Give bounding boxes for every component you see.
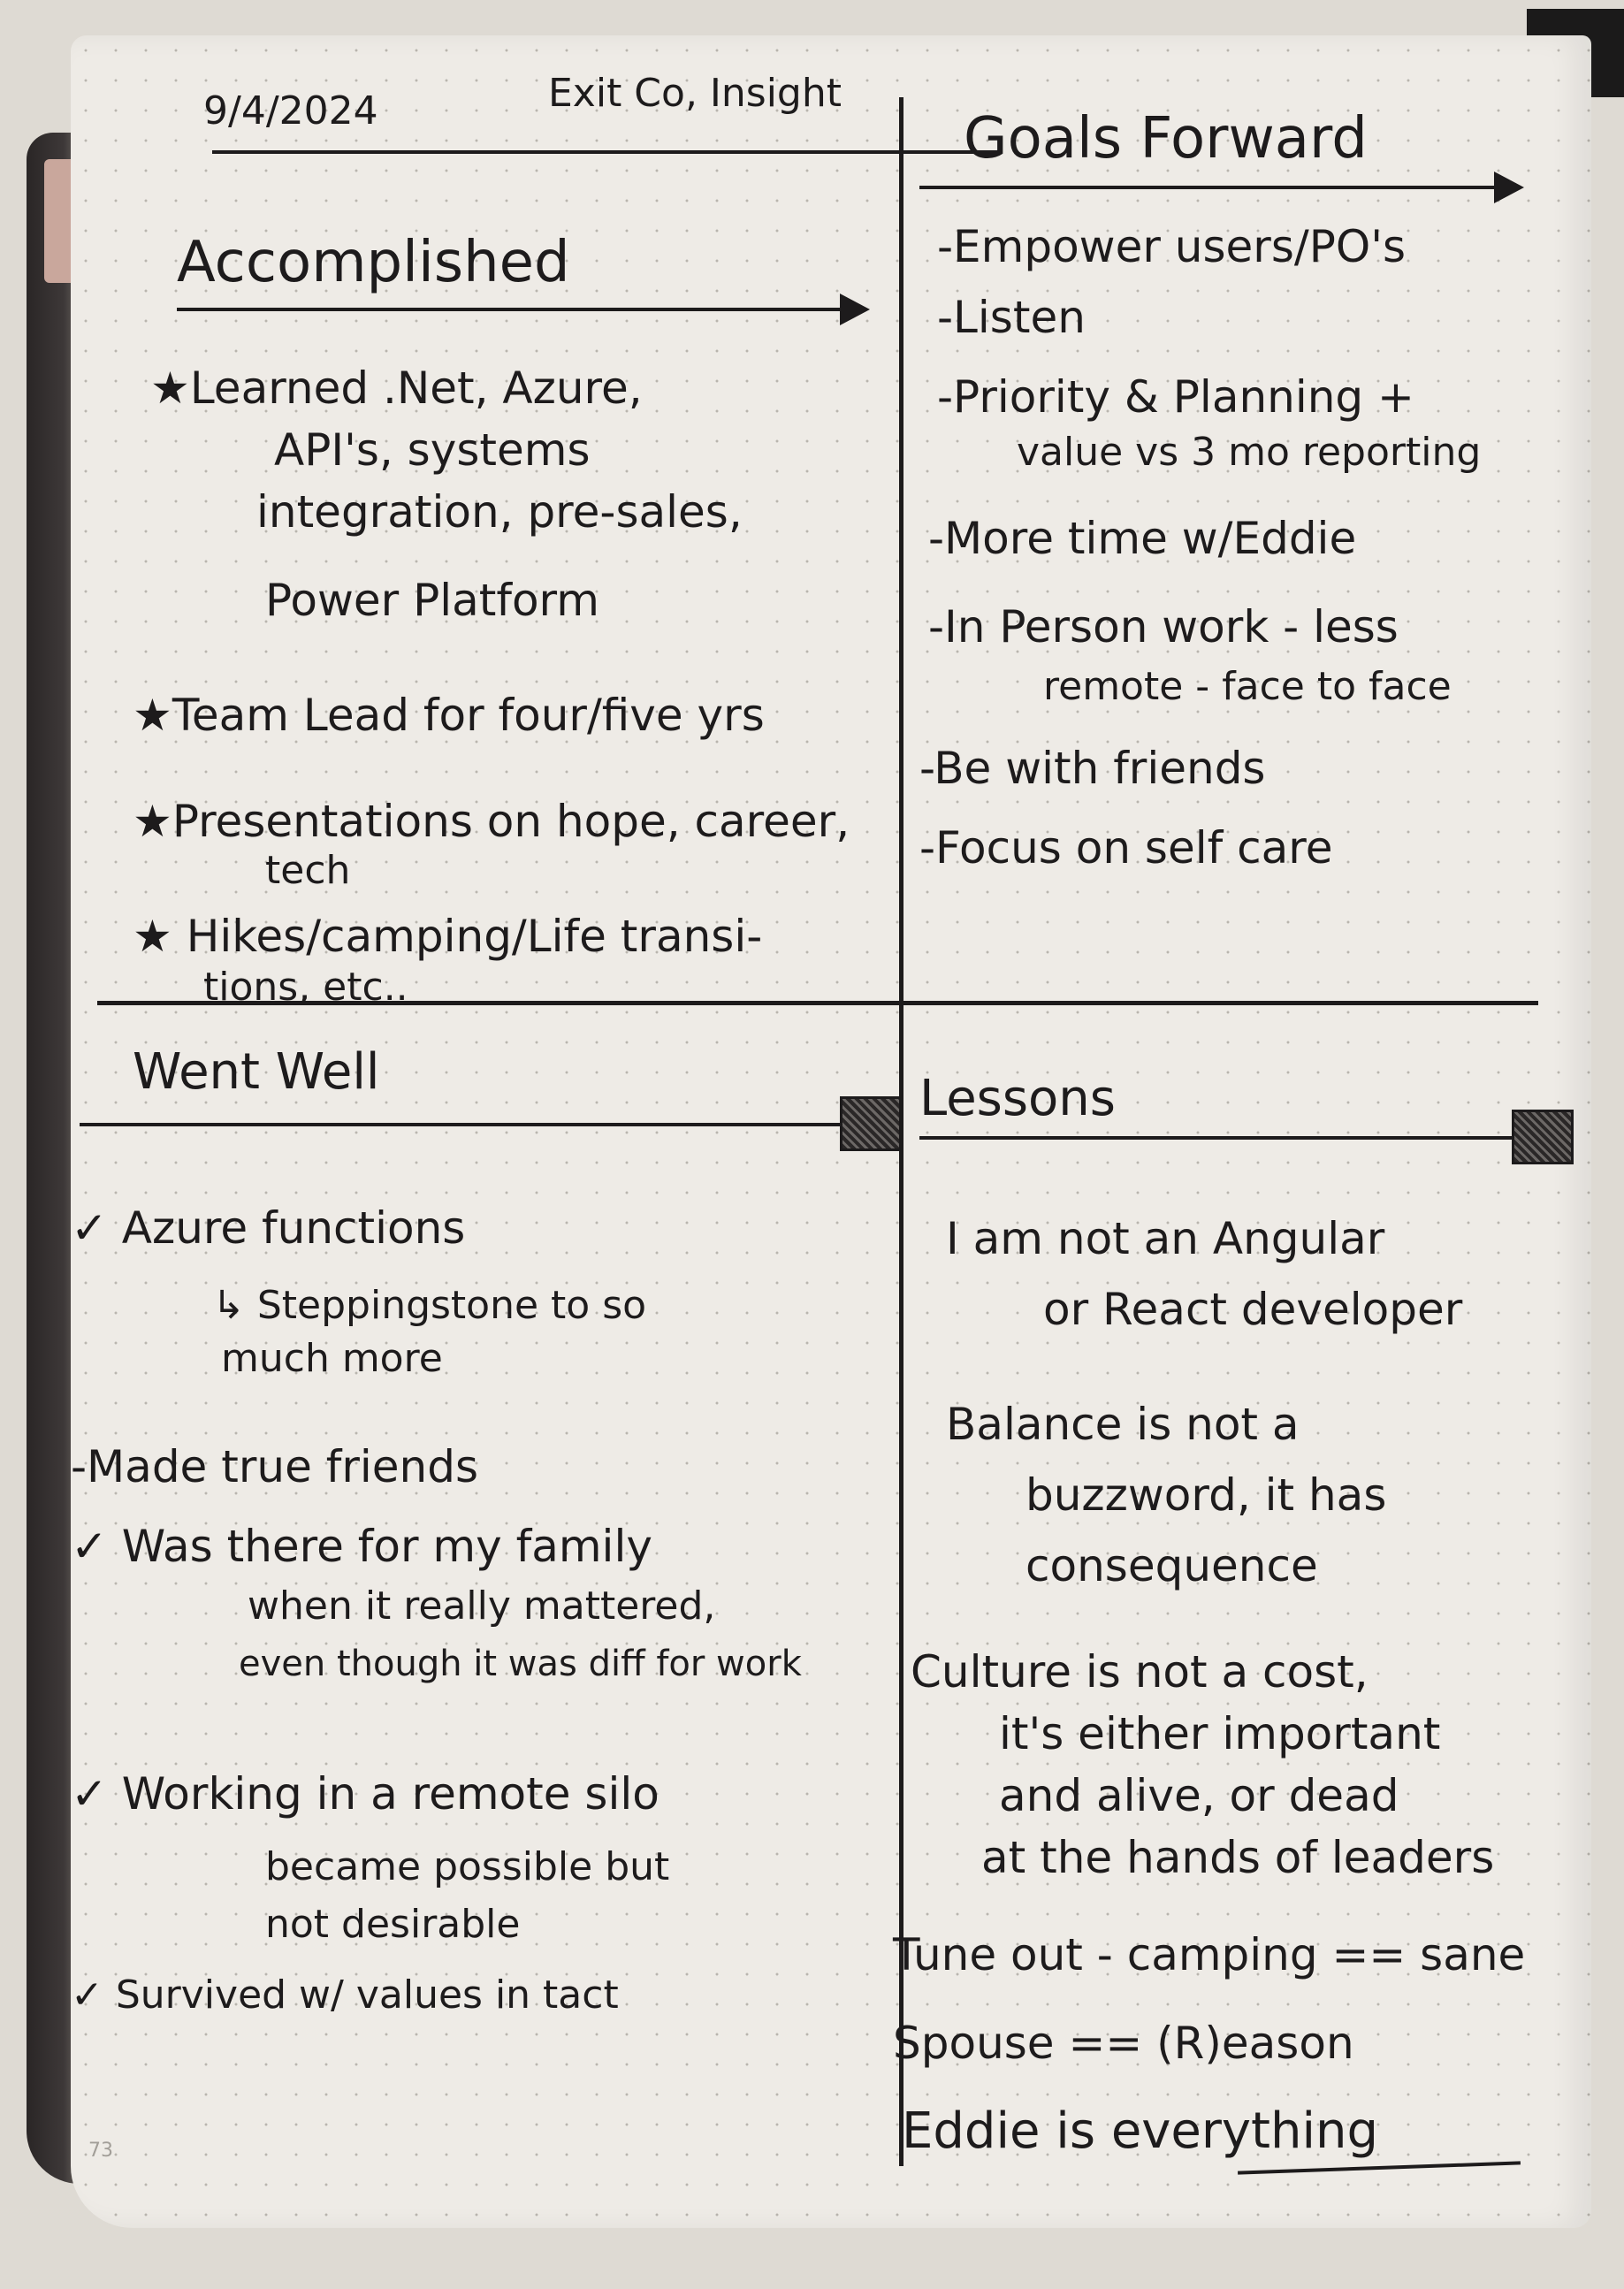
went-well-underline	[80, 1123, 875, 1126]
lessons-title: Lessons	[919, 1070, 1116, 1127]
list-item: ★Learned .Net, Azure,	[150, 362, 643, 414]
list-item: ★Presentations on hope, career,	[133, 796, 850, 847]
filled-box-icon	[840, 1096, 902, 1151]
list-item: not desirable	[265, 1902, 521, 1947]
list-item: consequence	[1025, 1540, 1318, 1591]
filled-box-icon	[1512, 1110, 1574, 1164]
list-item: Culture is not a cost,	[911, 1646, 1369, 1698]
list-item: it's either important	[999, 1708, 1441, 1759]
list-item: value vs 3 mo reporting	[1017, 430, 1482, 475]
entry-title: Exit Co, Insight	[548, 71, 842, 116]
list-item: -More time w/Eddie	[928, 513, 1357, 564]
list-item: I am not an Angular	[946, 1213, 1385, 1264]
list-item: integration, pre-sales,	[256, 486, 743, 538]
list-item: tions, etc..	[203, 965, 408, 1010]
list-item: ★Team Lead for four/five yrs	[133, 690, 765, 741]
goals-arrow-icon	[1494, 172, 1524, 203]
accomplished-title: Accomplished	[177, 230, 570, 295]
list-item: buzzword, it has	[1025, 1469, 1387, 1521]
list-item: -Be with friends	[919, 743, 1266, 794]
list-item: -In Person work - less	[928, 601, 1399, 652]
accomplished-arrow-icon	[840, 294, 870, 325]
entry-date: 9/4/2024	[203, 88, 378, 134]
notebook-page	[71, 35, 1591, 2228]
page-number: 73	[88, 2140, 113, 2162]
list-item: Eddie is everything	[902, 2102, 1379, 2160]
list-item: Tune out - camping == sane	[893, 1929, 1526, 1980]
list-item: -Listen	[937, 292, 1086, 343]
list-item: and alive, or dead	[999, 1770, 1399, 1821]
list-item: ✓ Azure functions	[71, 1202, 466, 1254]
list-item: when it really mattered,	[248, 1583, 716, 1629]
accomplished-arrow-line	[177, 308, 858, 311]
list-item: -Empower users/PO's	[937, 221, 1407, 272]
list-item: ★ Hikes/camping/Life transi-	[133, 911, 763, 962]
goals-title: Goals Forward	[964, 106, 1368, 172]
list-item: even though it was diff for work	[239, 1644, 802, 1684]
list-item: remote - face to face	[1043, 664, 1452, 709]
list-item: -Focus on self care	[919, 822, 1333, 874]
goals-arrow-line	[919, 186, 1503, 189]
list-item: -Made true friends	[71, 1441, 479, 1492]
list-item: Spouse == (R)eason	[893, 2018, 1354, 2069]
list-item: ✓ Working in a remote silo	[71, 1768, 660, 1820]
list-item: or React developer	[1043, 1284, 1463, 1335]
list-item: at the hands of leaders	[981, 1832, 1495, 1883]
list-item: tech	[265, 848, 351, 893]
list-item: ✓ Was there for my family	[71, 1521, 652, 1572]
lessons-underline	[919, 1136, 1538, 1140]
list-item: became possible but	[265, 1844, 670, 1889]
everything-underline	[1238, 2161, 1521, 2174]
went-well-title: Went Well	[133, 1043, 380, 1101]
list-item: Balance is not a	[946, 1399, 1300, 1450]
list-item: much more	[221, 1336, 443, 1381]
list-item: Power Platform	[265, 575, 599, 626]
header-underline	[212, 150, 999, 154]
list-item: API's, systems	[274, 424, 591, 476]
list-item: ↳ Steppingstone to so	[212, 1283, 647, 1328]
list-item: ✓ Survived w/ values in tact	[71, 1972, 619, 2018]
list-item: -Priority & Planning +	[937, 371, 1414, 423]
